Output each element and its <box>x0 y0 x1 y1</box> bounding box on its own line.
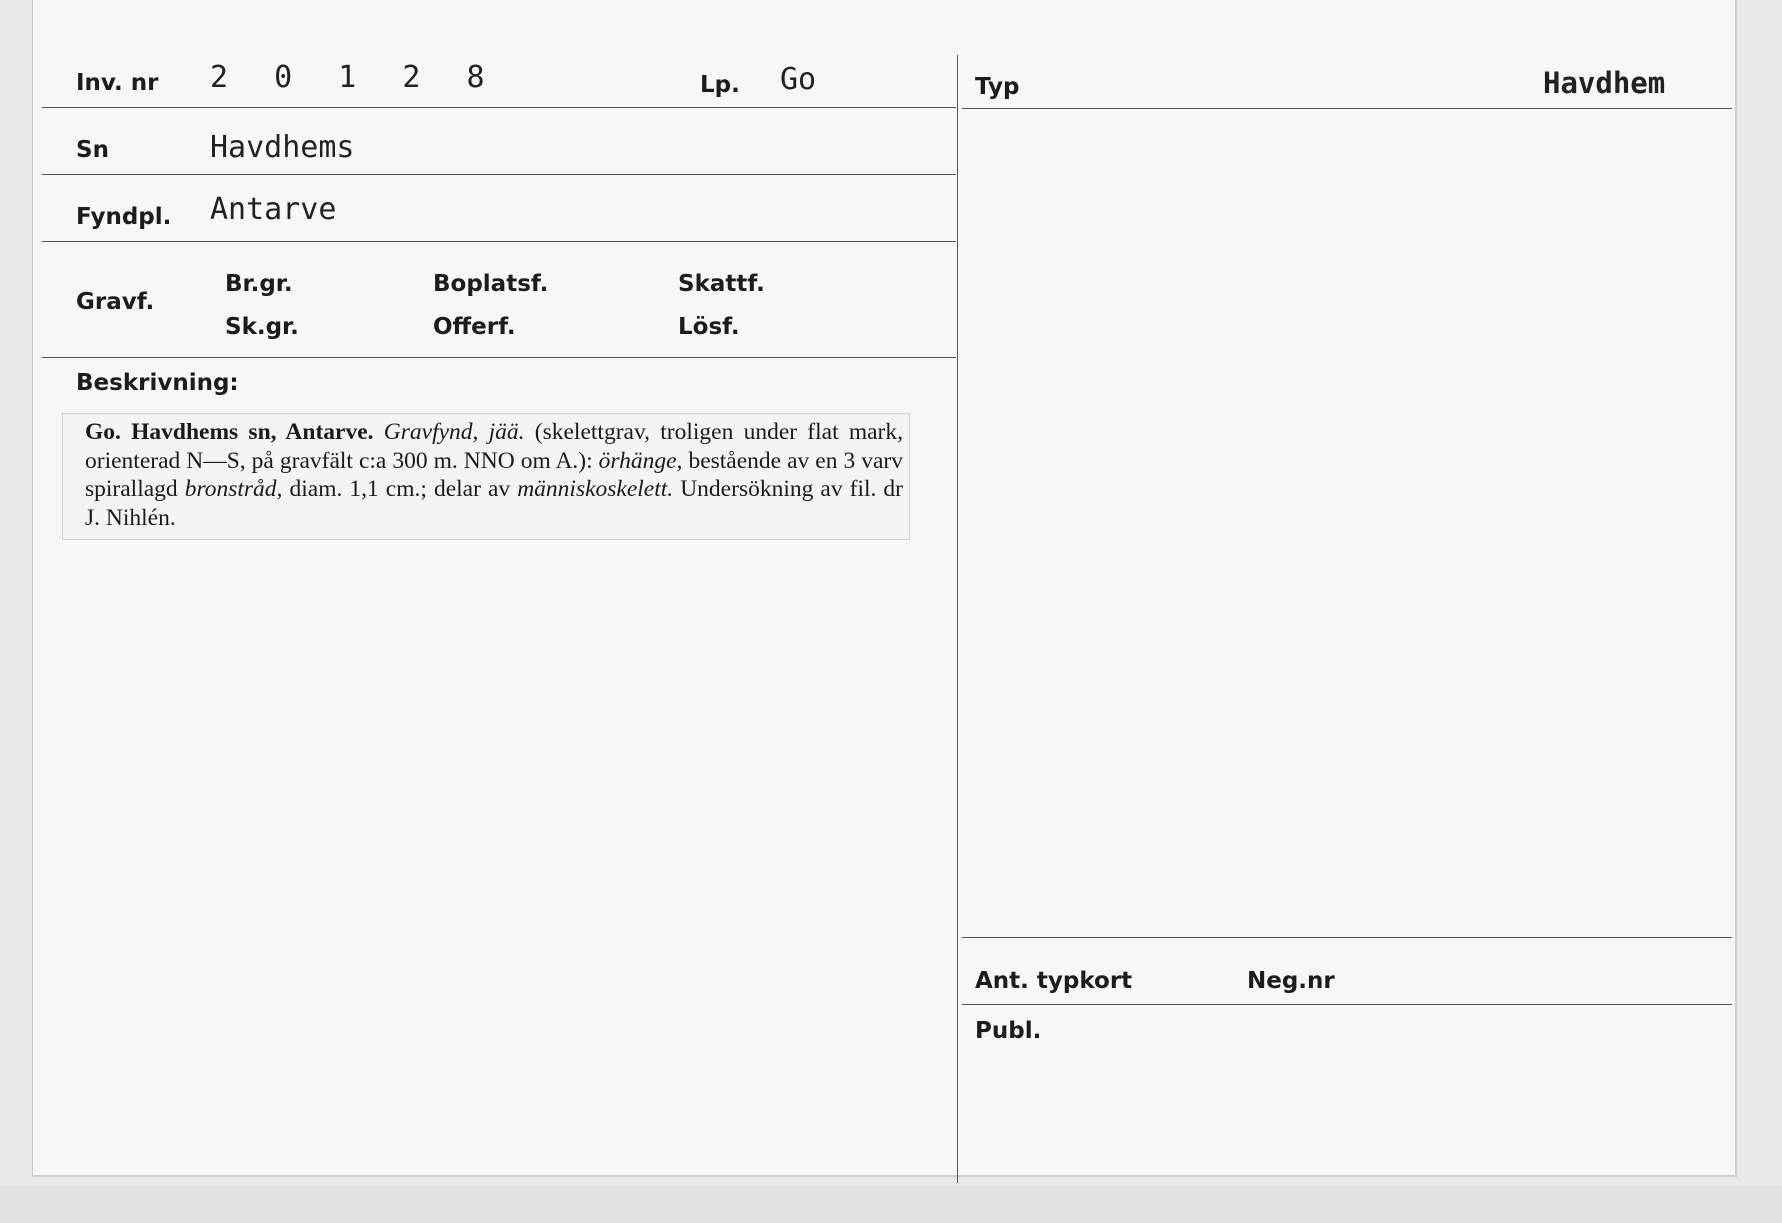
ant-typkort-label: Ant. typkort <box>975 968 1133 994</box>
rule-ant-typkort-bottom <box>962 1004 1732 1005</box>
gravf-label: Gravf. <box>76 289 155 315</box>
neg-nr-label: Neg.nr <box>1247 968 1335 994</box>
fyndpl-label: Fyndpl. <box>76 204 172 230</box>
br-gr-label: Br.gr. <box>225 271 293 297</box>
skattf-label: Skattf. <box>678 271 765 297</box>
rule-inv <box>42 107 956 108</box>
sn-value: Havdhems <box>210 130 355 165</box>
inv-nr-label: Inv. nr <box>76 70 159 96</box>
rule-gravf <box>42 357 956 358</box>
catalog-card <box>32 0 1737 1177</box>
fyndpl-value: Antarve <box>210 192 337 227</box>
boplatsf-label: Boplatsf. <box>433 271 549 297</box>
rule-sn <box>42 174 956 175</box>
description-clipping <box>62 413 910 540</box>
description-text-1: (skelettgrav, troligen under flat mark, orienterad N—S, på gravfält c:a 300 m. NNO om A.): <box>85 419 904 474</box>
offerf-label: Offerf. <box>433 314 516 340</box>
description-find-type: Gravfynd, jää. <box>383 419 525 445</box>
description-text-3: diam. 1,1 cm.; delar av <box>282 476 518 502</box>
center-divider <box>957 55 958 1183</box>
rule-typ <box>962 108 1732 109</box>
sn-label: Sn <box>76 137 109 163</box>
beskrivning-label: Beskrivning: <box>76 370 239 396</box>
description-object: örhänge, <box>598 447 683 474</box>
publ-label: Publ. <box>975 1018 1042 1044</box>
rule-ant-typkort-top <box>962 937 1732 938</box>
losf-label: Lösf. <box>678 314 740 340</box>
sk-gr-label: Sk.gr. <box>225 314 299 340</box>
typ-label: Typ <box>975 74 1020 100</box>
description-lead: Go. Havdhems sn, Antarve. <box>85 419 374 445</box>
description-text-2: bestående av en 3 varv spirallagd <box>85 447 903 502</box>
rule-fyndpl <box>42 241 956 242</box>
lp-value: Go <box>780 62 817 97</box>
description-text-4: Undersökning av fil. dr J. Nihlén. <box>85 476 904 531</box>
description-remains: människoskelett. <box>517 476 674 502</box>
description-material: bronstråd, <box>184 476 283 502</box>
lp-label: Lp. <box>700 72 740 98</box>
typ-value: Havdhem <box>1543 66 1666 100</box>
inv-nr-value: 2 0 1 2 8 <box>210 60 499 95</box>
scan-margin <box>0 1186 1782 1223</box>
